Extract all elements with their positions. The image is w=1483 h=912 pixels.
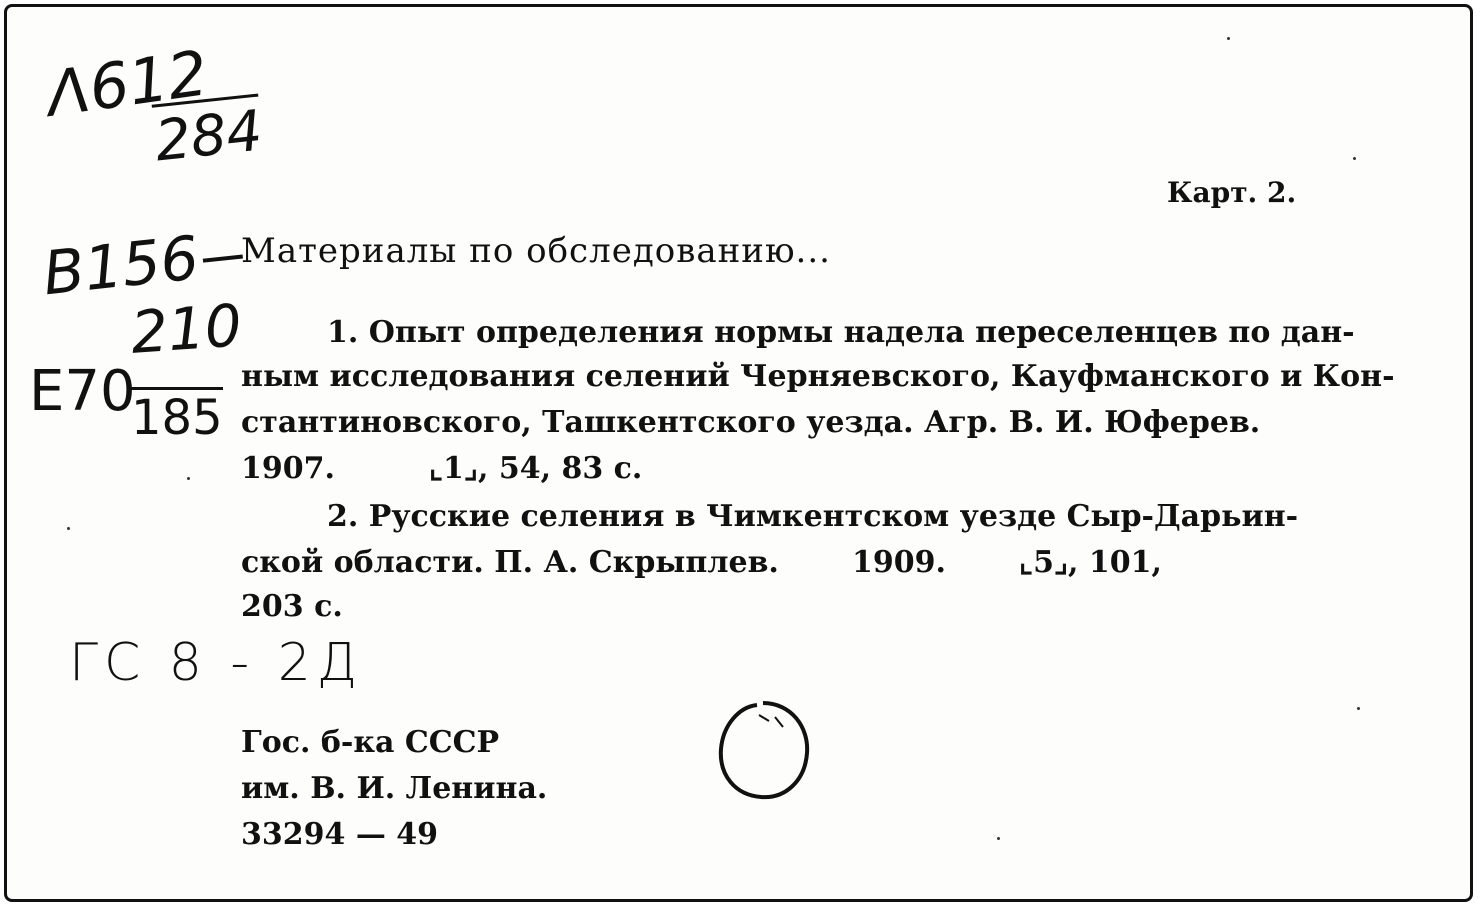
scan-speck [997,837,1000,840]
entry-1-line-2: ным исследования селений Черняевского, Кауфманского и Кон- [241,359,1395,394]
call-number-3-den [131,387,223,446]
call-number-2-den-text: 210 [128,291,244,367]
library-line-1: Гос. б-ка СССР [241,725,500,760]
call-number-1-den [152,94,266,175]
card-title: Материалы по обследованию... [241,231,831,271]
scan-speck [1357,707,1360,710]
entry-1-line-4: 1907. ⌞1⌟, 54, 83 с. [241,451,643,486]
call-number-1-num: Λ612 [42,36,213,131]
gs-code: ГС 8 - 2Д [69,633,364,693]
call-number-1-den-text: 284 [152,98,266,175]
entry-2-line-1: 2. Русские селения в Чимкентском уезде Сыр-Дарьин- [327,499,1299,534]
scan-speck [67,527,70,530]
catalog-card [4,4,1473,902]
card-number: Карт. 2. [1167,176,1297,209]
entry-2-line-3: 203 с. [241,589,343,624]
call-number-2-num: B156 [39,223,203,310]
call-number-3-den-text: 185 [131,390,223,446]
scan-speck [187,477,190,480]
library-line-3: 33294 — 49 [241,817,439,852]
library-line-2: им. В. И. Ленина. [241,771,548,806]
entry-1-line-3: стантиновского, Ташкентского уезда. Агр. В. И. Юферев. [241,405,1261,440]
stamp-circle [713,695,813,805]
entry-2-line-2: ской области. П. А. Скрыплев. 1909. ⌞5⌟, 101, [241,545,1162,580]
scan-speck [1353,157,1356,160]
call-number-2-den [129,291,244,367]
scan-speck [1227,37,1230,40]
entry-1-line-1: 1. Опыт определения нормы надела переселенцев по дан- [327,315,1355,350]
call-number-3-prefix: E70 [29,359,136,424]
call-number-3 [29,359,136,424]
